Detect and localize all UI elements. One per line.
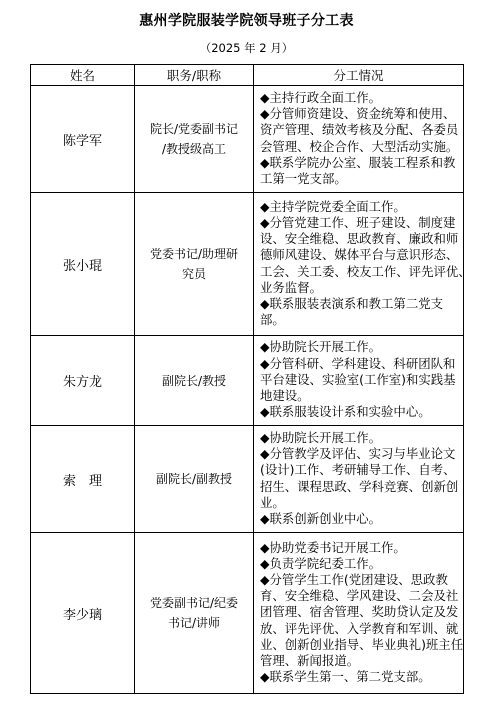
role-cell [135, 336, 254, 426]
duty-line: ◆主持学院党委全面工作。 [260, 198, 406, 214]
name-cell: 朱方龙 [31, 336, 135, 426]
table-row [31, 336, 464, 426]
duty-line: 工第一党支部。 [260, 170, 347, 186]
duty-line: 地建设。 [260, 388, 310, 404]
duty-line: ◆联系创新创业中心。 [260, 510, 382, 526]
duty-line: ◆联系服装表演系和教工第二党支 [260, 295, 443, 311]
duty-line: ◆主持行政全面工作。 [260, 89, 382, 105]
role-line: 究员 [181, 267, 206, 281]
duty-line: ◆分管师资建设、资金统筹和使用、 [260, 106, 456, 122]
name-cell: 李少璃 [31, 533, 135, 694]
page-title: 惠州学院服装学院领导班子分工表 [139, 13, 354, 29]
duty-line: ◆联系学院办公室、服装工程系和教 [260, 154, 456, 170]
duty-line: ◆分管学生工作(党团建设、思政教 [260, 571, 448, 587]
table-row [31, 193, 464, 336]
duty-line: ◆分管科研、学科建设、科研团队和 [260, 355, 456, 371]
header-role: 职务/职称 [135, 65, 254, 86]
duty-line: 部。 [260, 312, 285, 328]
duty-line: (设计)工作、考研辅导工作、自考、 [260, 462, 456, 478]
role-cell [135, 193, 254, 336]
duty-line: 工会、关工委、校友工作、评先评优、 [260, 263, 471, 279]
duty-line: ◆联系学生第一、第二党支部。 [260, 669, 431, 685]
duty-line: ◆分管党建工作、班子建设、制度建 [260, 214, 456, 230]
duty-line: ◆联系服装设计系和实验中心。 [260, 404, 431, 420]
duty-line: 业。 [260, 494, 285, 510]
duty-line: 放、评先评优、入学教育和军训、就 [260, 620, 459, 636]
duty-cell [254, 426, 464, 533]
duty-line: ◆协助党委书记开展工作。 [260, 539, 406, 555]
duty-cell [254, 86, 464, 193]
duty-line: 育、安全维稳、学风建设、二会及社 [260, 588, 459, 604]
table-header-row [31, 65, 464, 86]
role-line: 副院长/教授 [161, 373, 227, 388]
duty-cell [254, 336, 464, 426]
name-cell: 陈学军 [31, 86, 135, 193]
table-row [31, 86, 464, 193]
role-line: 副院长/副教授 [155, 472, 233, 486]
duty-line: 资产管理、绩效考核及分配、各委员 [260, 122, 459, 138]
duty-line: ◆协助院长开展工作。 [260, 429, 382, 445]
duty-line: 业、创新创业指导、毕业典礼)班主任 [260, 636, 464, 652]
role-line: 党委副书记/纪委 [149, 596, 239, 610]
duty-line: 会管理、校企合作、大型活动实施。 [260, 138, 459, 154]
duty-cell [254, 533, 464, 694]
header-duty: 分工情况 [254, 65, 464, 86]
duty-line: 平台建设、实验室(工作室)和实践基 [260, 371, 456, 387]
role-cell [135, 86, 254, 193]
name-cell: 张小琨 [31, 193, 135, 336]
duty-line: ◆分管教学及评估、实习与毕业论文 [260, 446, 456, 462]
table-row [31, 426, 464, 533]
role-cell [135, 533, 254, 694]
duty-line: ◆协助院长开展工作。 [260, 339, 382, 355]
role-line: 院长/党委副书记 [149, 122, 239, 136]
role-line: 党委书记/助理研 [149, 247, 239, 261]
role-cell [135, 426, 254, 533]
page-subtitle: （2025 年 2 月） [199, 41, 294, 55]
header-name: 姓名 [31, 65, 135, 86]
duty-line: 招生、课程思政、学科竞赛、创新创 [260, 478, 459, 494]
duty-line: ◆负责学院纪委工作。 [260, 555, 382, 571]
duty-line: 德师风建设、媒体平台与意识形态、 [260, 247, 459, 263]
duty-line: 设、安全维稳、思政教育、廉政和师 [260, 231, 459, 247]
name-cell: 索 理 [31, 426, 135, 533]
role-line: /教授级高工 [161, 142, 227, 156]
division-table [30, 64, 471, 694]
duty-cell [254, 193, 471, 336]
table-row [31, 533, 464, 694]
duty-line: 团管理、宿舍管理、奖助贷认定及发 [260, 604, 459, 620]
duty-line: 业务监督。 [260, 279, 322, 295]
duty-line: 管理、新闻报道。 [260, 653, 360, 668]
role-line: 书记/讲师 [167, 616, 221, 630]
